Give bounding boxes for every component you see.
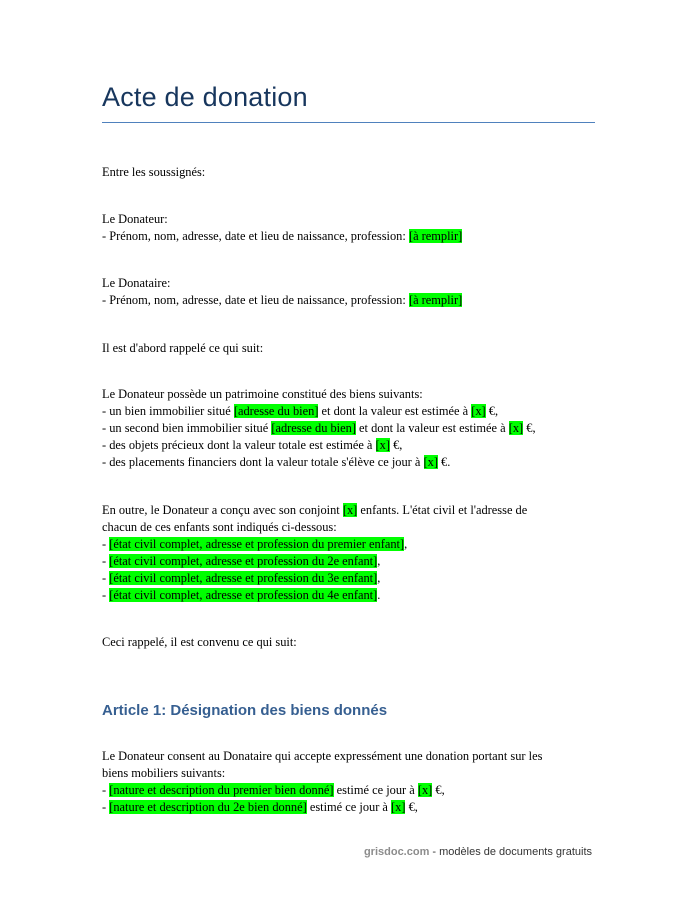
document-title: Acte de donation (102, 82, 308, 112)
donateur-line (102, 228, 592, 245)
bien-item (102, 799, 592, 816)
list-dash: - (102, 783, 110, 797)
footer-brand-link[interactable]: grisdoc.com (363, 846, 430, 858)
patrimoine-text: - des placements financiers dont la valeur totale s'élève ce jour à (102, 455, 424, 469)
enfant-placeholder: [état civil complet, adresse et profession du 4e enfant] (109, 588, 378, 602)
enfants-text: enfants. L'état civil et l'adresse de (357, 503, 528, 517)
enfant-item (102, 570, 592, 587)
footer-text: - modèles de documents gratuits (429, 846, 592, 858)
title-underline (102, 122, 595, 123)
convenu-text: Ceci rappelé, il est convenu ce qui suit: (102, 635, 297, 649)
list-dash: - (102, 588, 110, 602)
patrimoine-text: €, (523, 421, 536, 435)
list-dash: - (102, 800, 110, 814)
count-placeholder: [x] (342, 503, 358, 517)
patrimoine-text: - un second bien immobilier situé (102, 421, 272, 435)
enfant-placeholder: [état civil complet, adresse et profession du premier enfant] (109, 537, 405, 551)
address-placeholder: [adresse du bien] (271, 421, 356, 435)
donateur-heading: Le Donateur: (102, 212, 168, 226)
bien-text: €, (405, 800, 418, 814)
enfant-placeholder: [état civil complet, adresse et profession du 2e enfant] (109, 554, 378, 568)
patrimoine-text: €. (437, 455, 451, 469)
donataire-line-text: - Prénom, nom, adresse, date et lieu de naissance, profession: (102, 293, 409, 307)
intro-text: Entre les soussignés: (102, 165, 206, 179)
enfants-text: En outre, le Donateur a conçu avec son conjoint (102, 503, 343, 517)
bien-placeholder: [nature et description du 2e bien donné] (109, 800, 307, 814)
donateur-line-text: - Prénom, nom, adresse, date et lieu de naissance, profession: (102, 229, 409, 243)
patrimoine-text: €, (485, 404, 499, 418)
list-dash: - (102, 537, 110, 551)
patrimoine-text: - des objets précieux dont la valeur totale est estimée à (102, 438, 376, 452)
list-punct: , (404, 537, 408, 551)
bien-text: €, (432, 783, 445, 797)
value-placeholder: [x] (375, 438, 390, 452)
patrimoine-item (102, 420, 592, 437)
list-dash: - (102, 571, 110, 585)
article1-line: Le Donateur consent au Donataire qui accepte expressément une donation portant sur les (102, 749, 543, 763)
bien-placeholder: [nature et description du premier bien donné] (109, 783, 334, 797)
article1-line: biens mobiliers suivants: (102, 766, 226, 780)
enfants-line (102, 502, 592, 519)
patrimoine-item (102, 437, 592, 454)
list-punct: , (377, 554, 381, 568)
value-placeholder: [x] (423, 455, 438, 469)
bien-text: estimé ce jour à (333, 783, 418, 797)
article1-heading: Article 1: Désignation des biens donnés (102, 702, 388, 719)
enfant-item (102, 536, 592, 553)
patrimoine-text: et dont la valeur est estimée à (355, 421, 509, 435)
patrimoine-item (102, 403, 592, 420)
bien-item (102, 782, 592, 799)
donataire-placeholder: [à remplir] (408, 293, 463, 307)
enfant-placeholder: [état civil complet, adresse et profession du 3e enfant] (109, 571, 378, 585)
donataire-line (102, 292, 592, 309)
enfant-item (102, 553, 592, 570)
enfant-item (102, 587, 592, 604)
list-dash: - (102, 554, 110, 568)
patrimoine-text: et dont la valeur est estimée à (318, 404, 472, 418)
donataire-heading: Le Donataire: (102, 276, 171, 290)
page-footer (364, 846, 592, 858)
list-punct: , (377, 571, 381, 585)
value-placeholder: [x] (417, 783, 433, 797)
patrimoine-heading: Le Donateur possède un patrimoine constitué des biens suivants: (102, 387, 423, 401)
patrimoine-text: €, (389, 438, 403, 452)
value-placeholder: [x] (471, 404, 486, 418)
patrimoine-text: - un bien immobilier situé (102, 404, 234, 418)
address-placeholder: [adresse du bien] (233, 404, 319, 418)
value-placeholder: [x] (508, 421, 524, 435)
rappel-text: Il est d'abord rappelé ce qui suit: (102, 341, 264, 355)
value-placeholder: [x] (391, 800, 406, 814)
bien-text: estimé ce jour à (306, 800, 392, 814)
donateur-placeholder: [à remplir] (408, 229, 463, 243)
enfants-line: chacun de ces enfants sont indiqués ci-dessous: (102, 520, 337, 534)
list-punct: . (377, 588, 381, 602)
patrimoine-item (102, 454, 592, 471)
